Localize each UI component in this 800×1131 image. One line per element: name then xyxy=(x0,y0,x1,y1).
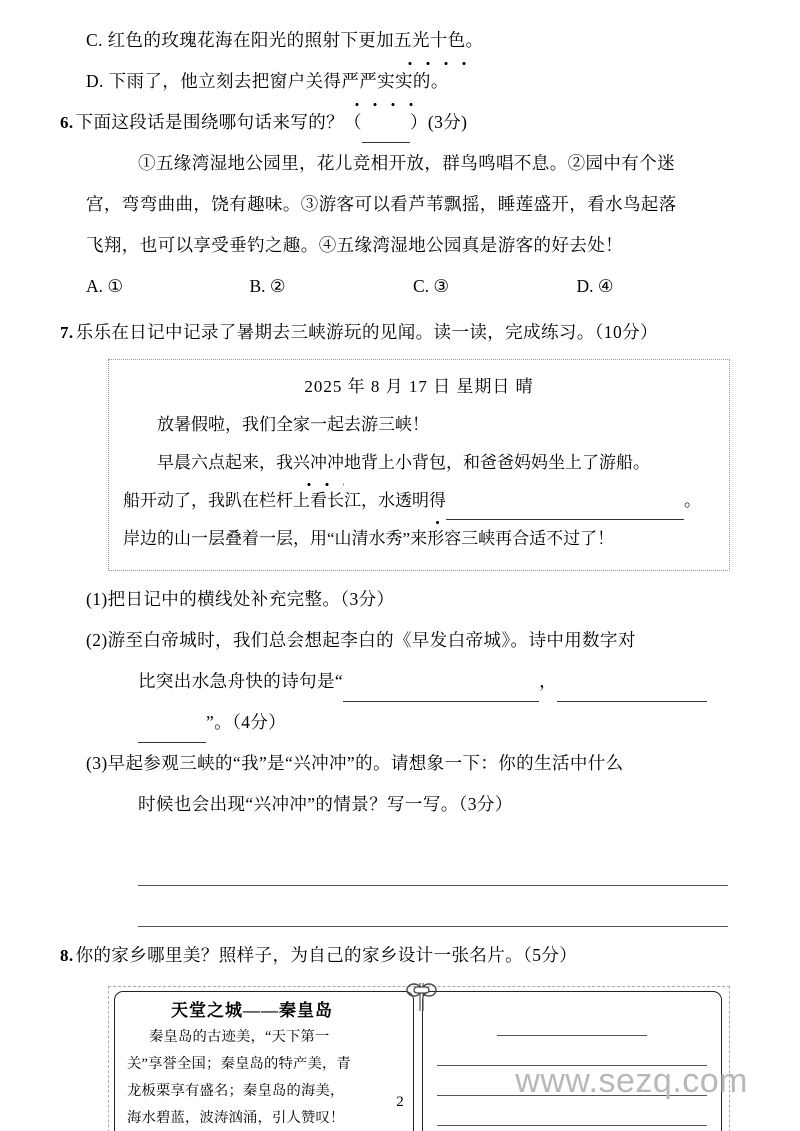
question-6-options xyxy=(60,266,740,306)
question-6-option-a[interactable]: A. ① xyxy=(86,276,124,296)
question-6-prompt-tail: ）(3分) xyxy=(409,112,468,132)
question-6-option-c[interactable]: C. ③ xyxy=(413,276,450,296)
question-8-number: 8. xyxy=(60,946,74,965)
diary-line-2-after: 地背上小背包，和爸爸妈妈坐上了游船。 xyxy=(344,453,650,472)
question-6-option-b[interactable]: B. ② xyxy=(249,276,286,296)
diary-line-3-emphasis: 得 xyxy=(429,482,446,520)
poem-blank-1[interactable] xyxy=(343,683,539,702)
question-7-sub-3-line-1: (3)早起参观三峡的“我”是“兴冲冲”的。请想象一下：你的生活中什么 xyxy=(86,753,624,773)
poem-blank-3[interactable] xyxy=(138,724,206,743)
question-8-prompt xyxy=(60,935,740,976)
diary-line-4: 岸边的山一层叠着一层，用“山清水秀”来形容三峡再合适不过了！ xyxy=(123,529,615,548)
question-6-number: 6. xyxy=(60,113,74,132)
question-7-sub-2-text: 比突出水急舟快的诗句是“ xyxy=(138,671,344,691)
option-d-text-before: 下雨了，他立刻去把窗户关得 xyxy=(108,71,342,91)
diary-line-1: 放暑假啦，我们全家一起去游三峡！ xyxy=(157,415,429,434)
poem-blank-2[interactable] xyxy=(557,683,707,702)
question-6-passage-line-2: 宫，弯弯曲曲，饶有趣味。③游客可以看芦苇飘摇，睡莲盛开，看水鸟起落 xyxy=(86,194,677,214)
option-d-row xyxy=(60,61,740,102)
question-7-sub-2-comma: ， xyxy=(539,671,557,691)
diary-line-2-before: 早晨六点起来，我 xyxy=(157,453,293,472)
diary-line-2-emphasis: 兴冲冲 xyxy=(293,444,344,482)
sample-card-body-line-1: 秦皇岛的古迹美，“天下第一 xyxy=(149,1029,330,1045)
question-7-prompt-text: 乐乐在日记中记录了暑期去三峡游玩的见闻。读一读，完成练习。（10分） xyxy=(75,322,658,342)
question-7-prompt xyxy=(60,312,740,353)
diary-line-2 xyxy=(123,444,715,482)
diary-date: 2025 年 8 月 17 日 星期日 晴 xyxy=(304,377,534,396)
binder-ring-icon xyxy=(401,981,441,1011)
question-6-option-d[interactable]: D. ④ xyxy=(576,276,614,296)
option-c-row xyxy=(60,20,740,61)
question-7-sub-2-line-2 xyxy=(60,661,740,702)
answer-line-1[interactable] xyxy=(138,845,728,886)
option-c-label: C. xyxy=(86,30,103,50)
diary-fill-blank[interactable] xyxy=(446,501,684,520)
diary-box xyxy=(108,359,730,571)
question-7-sub-1: (1)把日记中的横线处补充完整。（3分） xyxy=(86,589,395,609)
question-7-sub-2-line-1: (2)游至白帝城时，我们总会想起李白的《早发白帝城》。诗中用数字对 xyxy=(86,630,636,650)
blank-card-title-line[interactable] xyxy=(497,1010,647,1036)
question-6-passage-line-3: 飞翔，也可以享受垂钓之趣。④五缘湾湿地公园真是游客的好去处！ xyxy=(86,235,623,255)
option-d-label: D. xyxy=(86,71,104,91)
diary-line-3-after: 。 xyxy=(684,491,701,510)
question-7-sub-2-tail: ”。（4分） xyxy=(206,712,287,732)
page-number: 2 xyxy=(396,1094,404,1110)
option-d-text-after: 的。 xyxy=(412,71,449,91)
question-6-answer-blank[interactable] xyxy=(362,124,410,143)
option-c-text-after: 。 xyxy=(465,30,484,50)
question-6-prompt xyxy=(60,102,740,143)
sample-card-body-line-4: 海水碧蓝，波涛汹涌，引人赞叹！ xyxy=(127,1110,345,1126)
question-6-prompt-text: 下面这段话是围绕哪句话来写的？（ xyxy=(75,112,362,132)
blank-card-line-4[interactable] xyxy=(437,1126,707,1131)
question-7-sub-3-line-2: 时候也会出现“兴冲冲”的情景？写一写。（3分） xyxy=(138,794,513,814)
option-c-emphasis: 五光十色 xyxy=(394,20,466,61)
sample-card-title: 天堂之城——秦皇岛 xyxy=(171,1001,333,1020)
option-d-emphasis: 严严实实 xyxy=(341,61,413,102)
answer-line-2[interactable] xyxy=(138,886,728,927)
sample-card-body-line-3: 龙板栗享有盛名；秦皇岛的海美， xyxy=(127,1083,345,1099)
question-7-number: 7. xyxy=(60,323,74,342)
sample-card-body-line-2: 关”享誉全国；秦皇岛的特产美，青 xyxy=(127,1056,351,1072)
option-c-text-before: 红色的玫瑰花海在阳光的照射下更加 xyxy=(107,30,395,50)
sample-card-body xyxy=(127,1024,403,1131)
diary-line-3-before: 船开动了，我趴在栏杆上看长江，水透明 xyxy=(123,491,429,510)
question-7-sub-2-line-3 xyxy=(60,702,740,743)
question-8-prompt-text: 你的家乡哪里美？照样子，为自己的家乡设计一张名片。（5分） xyxy=(75,945,578,965)
site-watermark: www.sezq.com xyxy=(515,1062,748,1100)
question-6-passage-line-1: ①五缘湾湿地公园里，花儿竞相开放，群鸟鸣唱不息。②园中有个迷 xyxy=(138,153,675,173)
diary-line-3 xyxy=(123,482,715,520)
